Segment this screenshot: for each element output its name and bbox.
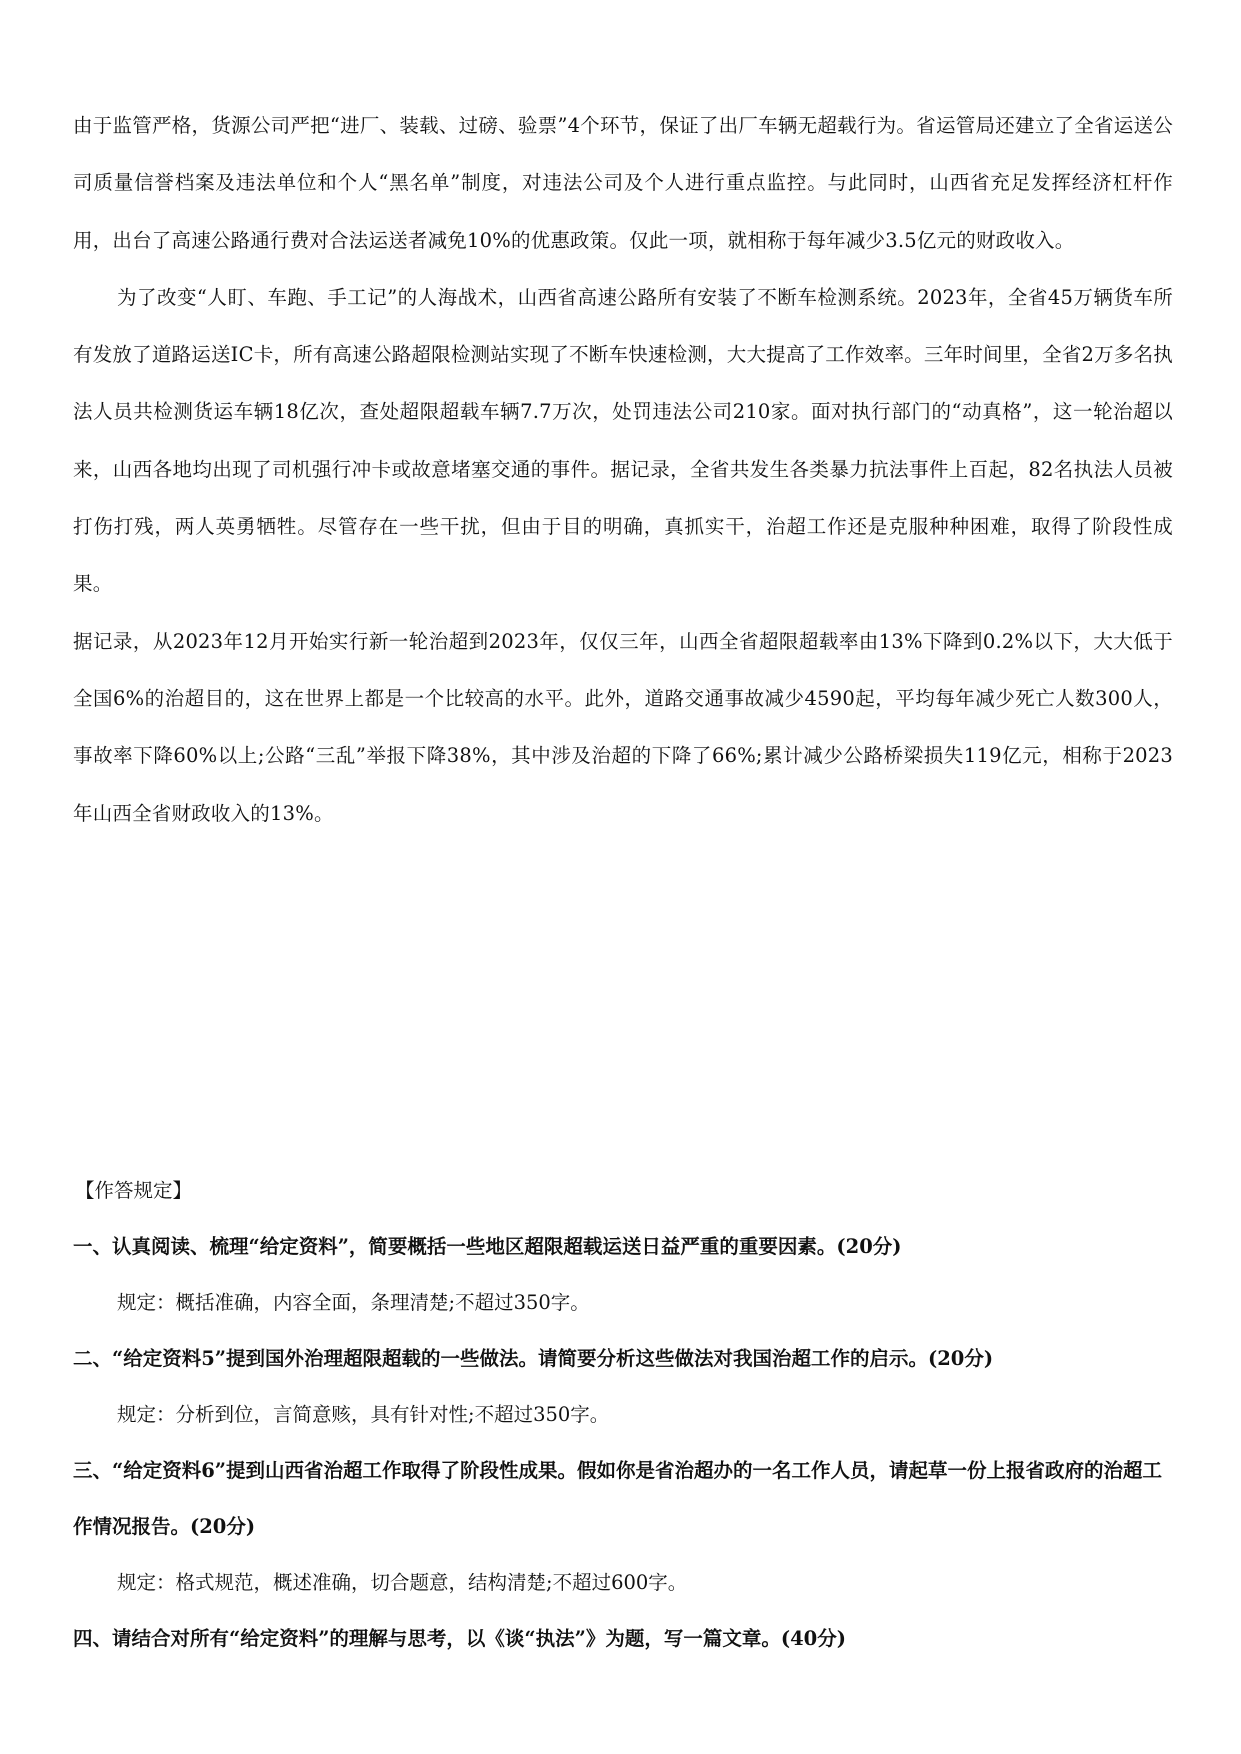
question-4: 四、请结合对所有“给定资料”的理解与思考，以《谈“执法”》为题，写一篇文章。(40分) [73, 1627, 846, 1650]
passage-paragraph-3: 据记录，从2023年12月开始实行新一轮治超到2023年，仅仅三年，山西全省超限超载率由13%下降到0.2%以下，大大低于全国6%的治超目的，这在世界上都是一个比较高的水平。此外，道路交通事故减少4590起，平均每年减少死亡人数300人，事故率下降60%以上;公路“三乱”举报下降38%，其中涉及治超的下降了66%;累计减少公路桥梁损失119亿元，相称于2023年山西全省财政收入的13%。 [73, 629, 1173, 825]
question-3: 三、“给定资料6”提到山西省治超工作取得了阶段性成果。假如你是省治超办的一名工作人员，请起草一份上报省政府的治超工作情况报告。(20分) [73, 1459, 1163, 1538]
question-1: 一、认真阅读、梳理“给定资料”，简要概括一些地区超限超载运送日益严重的重要因素。(20分) [73, 1235, 902, 1258]
requirements-heading: 【作答规定】 [75, 1179, 193, 1202]
question-1-requirement: 规定：概括准确，内容全面，条理清楚;不超过350字。 [117, 1291, 590, 1314]
answer-requirements [73, 1163, 1173, 1667]
passage [73, 97, 1173, 842]
question-2: 二、“给定资料5”提到国外治理超限超载的一些做法。请简要分析这些做法对我国治超工作的启示。(20分) [73, 1347, 994, 1370]
question-3-requirement: 规定：格式规范，概述准确，切合题意，结构清楚;不超过600字。 [117, 1571, 688, 1594]
passage-paragraph-2: 为了改变“人盯、车跑、手工记”的人海战术，山西省高速公路所有安装了不断车检测系统。2023年，全省45万辆货车所有发放了道路运送IC卡，所有高速公路超限检测站实现了不断车快速检测，大大提高了工作效率。三年时间里，全省2万多名执法人员共检测货运车辆18亿次，查处超限超载车辆7.7万次，处罚违法公司210家。面对执行部门的“动真格”，这一轮治超以来，山西各地均出现了司机强行冲卡或故意堵塞交通的事件。据记录，全省共发生各类暴力抗法事件上百起，82名执法人员被打伤打残，两人英勇牺牲。尽管存在一些干扰，但由于目的明确，真抓实干，治超工作还是克服种种困难，取得了阶段性成果。 [73, 285, 1173, 596]
passage-paragraph-1: 由于监管严格，货源公司严把“进厂、装载、过磅、验票”4个环节，保证了出厂车辆无超载行为。省运管局还建立了全省运送公司质量信誉档案及违法单位和个人“黑名单”制度，对违法公司及个人进行重点监控。与此同时，山西省充足发挥经济杠杆作用，出台了高速公路通行费对合法运送者减免10%的优惠政策。仅此一项，就相称于每年减少3.5亿元的财政收入。 [73, 114, 1173, 252]
question-2-requirement: 规定：分析到位，言简意赅，具有针对性;不超过350字。 [117, 1403, 610, 1426]
